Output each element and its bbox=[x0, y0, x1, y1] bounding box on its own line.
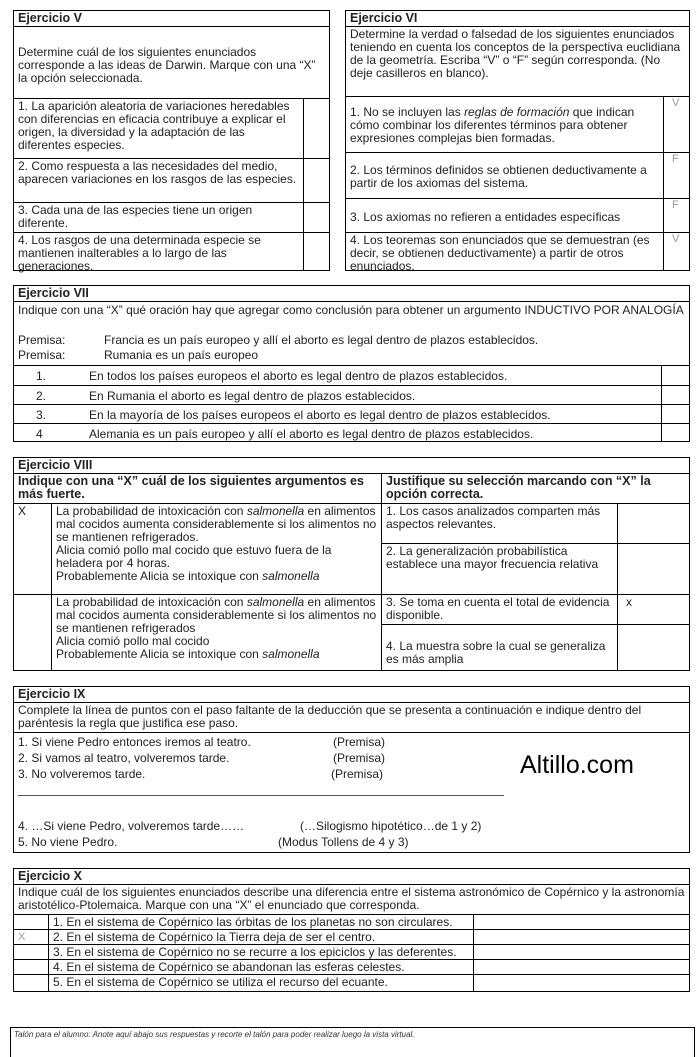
student-stub bbox=[10, 1027, 695, 1057]
exercise-5-intro: Determine cuál de los siguientes enunciados corresponde a las ideas de Darwin. Marque con una “X” la opción seleccionada. bbox=[14, 27, 329, 99]
text-italic: salmonella bbox=[246, 504, 305, 518]
exercise-7-option-1[interactable] bbox=[14, 366, 689, 386]
exercise-6-statement-3-answer[interactable] bbox=[664, 199, 689, 233]
option-text: 1. En el sistema de Copérnico las órbitas de los planetas no son circulares. bbox=[48, 915, 474, 929]
brand-watermark: Altillo.com bbox=[520, 751, 634, 779]
option-number: 2. bbox=[36, 389, 47, 403]
exercise-5-option-1: 1. La aparición aleatoria de variaciones heredables con diferencias en eficacia contribuye a explicar el origen, la diversidad y la adaptación de las diferentes especies. bbox=[14, 99, 304, 159]
exercise-7-premise-1 bbox=[14, 333, 689, 348]
exercise-9 bbox=[13, 686, 690, 853]
argument-1-premise-1 bbox=[56, 505, 377, 544]
reason-1-checkbox[interactable] bbox=[618, 504, 689, 544]
exercise-6-statement-4-answer[interactable] bbox=[664, 233, 689, 270]
step-text: 1. Si viene Pedro entonces iremos al teatro. bbox=[18, 735, 251, 749]
option-checkbox[interactable] bbox=[661, 366, 690, 385]
argument-1-conclusion bbox=[56, 570, 377, 583]
step-text: 2. Si vamos al teatro, volveremos tarde. bbox=[18, 751, 230, 765]
exercise-5-option-2: 2. Como respuesta a las necesidades del medio, aparecen variaciones en los rasgos de las especies. bbox=[14, 159, 304, 203]
option-text: En Rumania el aborto es legal dentro de plazos establecidos. bbox=[89, 389, 416, 403]
deduction-step-3 bbox=[14, 767, 514, 783]
exercise-6 bbox=[345, 10, 690, 271]
text: en alimentos mal cocidos aumenta considerablemente si los alimentos no se mantienen refrigerados bbox=[56, 595, 377, 635]
text-italic: salmonella bbox=[262, 569, 320, 583]
option-checkbox[interactable] bbox=[661, 405, 690, 423]
option-checkbox[interactable] bbox=[661, 386, 690, 404]
exercise-10-title: Ejercicio X bbox=[14, 869, 689, 885]
text: en alimentos mal cocidos aumenta considerablemente si los alimentos no se mantienen refrigerados. bbox=[56, 504, 377, 544]
exercise-8 bbox=[13, 457, 690, 671]
deduction-step-4[interactable] bbox=[14, 819, 574, 835]
argument-2-conclusion bbox=[56, 648, 377, 661]
exercise-5-option-4-checkbox[interactable] bbox=[304, 233, 329, 270]
exercise-8-left-header: Indique con una “X” cuál de los siguientes argumentos es más fuerte. bbox=[14, 474, 382, 504]
exercise-6-statement-1-em: reglas de formación bbox=[464, 105, 570, 119]
option-text: 3. En el sistema de Copérnico no se recurre a los epiciclos y las deferentes. bbox=[48, 945, 474, 959]
premise-label: Premisa: bbox=[18, 348, 66, 362]
exercise-7-option-3[interactable] bbox=[14, 405, 689, 424]
exercise-6-intro: Determine la verdad o falsedad de los siguientes enunciados teniendo en cuenta los conceptos de la perspectiva euclidiana de la geometría. Escriba “V” o “F” según corresponda. (No deje casilleros en blanco). bbox=[346, 27, 689, 97]
option-text: 4. En el sistema de Copérnico se abandonan las esferas celestes. bbox=[48, 960, 474, 974]
argument-2-premise-2: Alicia comió pollo mal cocido bbox=[56, 634, 210, 648]
option-number: 1. bbox=[36, 369, 47, 383]
exercise-6-title: Ejercicio VI bbox=[346, 11, 689, 27]
text: La probabilidad de intoxicación con bbox=[56, 504, 247, 518]
exercise-8-right-header: Justifique su selección marcando con “X” la opción correcta. bbox=[382, 474, 689, 504]
step-justification: (Premisa) bbox=[331, 767, 384, 781]
reason-3: 3. Se toma en cuenta el total de evidencia disponible. bbox=[382, 595, 618, 625]
reason-4-checkbox[interactable] bbox=[618, 625, 689, 670]
reason-1: 1. Los casos analizados comparten más aspectos relevantes. bbox=[382, 504, 618, 544]
step-text: 5. No viene Pedro. bbox=[18, 835, 118, 849]
exercise-6-statement-1 bbox=[346, 97, 664, 153]
option-checkbox[interactable]: X bbox=[18, 931, 26, 943]
exercise-5-title: Ejercicio V bbox=[14, 11, 329, 27]
argument-2-premise-1 bbox=[56, 596, 377, 635]
exercise-6-statement-4: 4. Los teoremas son enunciados que se demuestran (es decir, se obtienen deductivamente) a partir de otros enunciados. bbox=[346, 233, 664, 270]
reason-2: 2. La generalización probabilística establece una mayor frecuencia relativa bbox=[382, 544, 618, 595]
text-italic: salmonella bbox=[246, 595, 305, 609]
exercise-6-statement-2: 2. Los términos definidos se obtienen deductivamente a partir de los axiomas del sistema. bbox=[346, 153, 664, 199]
exercise-9-title: Ejercicio IX bbox=[14, 687, 689, 703]
argument-1 bbox=[52, 504, 382, 595]
exercise-6-answer-1-mark: V bbox=[672, 97, 680, 109]
reason-2-checkbox[interactable] bbox=[618, 544, 689, 595]
exercise-6-statement-3: 3. Los axiomas no refieren a entidades específicas bbox=[346, 199, 664, 233]
step-text: 4. …Si viene Pedro, volveremos tarde…… bbox=[18, 819, 245, 833]
argument-2-checkbox[interactable] bbox=[14, 595, 52, 670]
divider-line bbox=[18, 795, 504, 796]
step-justification: (…Silogismo hipotético…de 1 y 2) bbox=[300, 819, 482, 833]
reason-3-checkbox[interactable]: x bbox=[618, 595, 689, 625]
exercise-5-option-2-checkbox[interactable] bbox=[304, 159, 329, 203]
exercise-5 bbox=[13, 10, 330, 271]
option-text: 5. En el sistema de Copérnico se utiliza el recurso del ecuante. bbox=[48, 975, 474, 991]
option-text: Alemania es un país europeo y allí el aborto es legal dentro de plazos establecidos. bbox=[89, 427, 534, 441]
text: Probablemente Alicia se intoxique con bbox=[56, 647, 263, 661]
premise-text: Rumania es un país europeo bbox=[104, 348, 259, 362]
exercise-5-option-4: 4. Los rasgos de una determinada especie se mantienen inalterables a lo largo de las generaciones. bbox=[14, 233, 304, 270]
exercise-6-statement-1-pre: 1. No se incluyen las bbox=[350, 105, 465, 119]
deduction-step-2 bbox=[14, 751, 514, 767]
step-justification: (Premisa) bbox=[333, 735, 386, 749]
option-text: En la mayoría de los países europeos el aborto es legal dentro de plazos establecidos. bbox=[89, 408, 551, 422]
option-checkbox[interactable] bbox=[661, 424, 690, 442]
text-italic: salmonella bbox=[262, 647, 320, 661]
exercise-7-title: Ejercicio VII bbox=[14, 286, 689, 302]
exercise-7-option-2[interactable] bbox=[14, 386, 689, 405]
exercise-7-intro: Indique con una “X” qué oración hay que agregar como conclusión para obtener un argumento INDUCTIVO POR ANALOGÍA bbox=[18, 303, 684, 317]
exercise-7 bbox=[13, 285, 690, 442]
exercise-6-statement-2-answer[interactable] bbox=[664, 153, 689, 199]
exercise-7-option-4[interactable] bbox=[14, 424, 689, 442]
exercise-10-option-5[interactable] bbox=[14, 975, 689, 991]
exercise-10-option-1[interactable] bbox=[14, 915, 689, 930]
exercise-8-title: Ejercicio VIII bbox=[14, 458, 689, 474]
premise-label: Premisa: bbox=[18, 333, 66, 347]
deduction-step-5 bbox=[14, 835, 574, 851]
deduction-step-1 bbox=[14, 735, 514, 751]
exercise-5-option-1-checkbox[interactable] bbox=[304, 99, 329, 159]
exercise-7-premise-2 bbox=[14, 348, 689, 363]
text: La probabilidad de intoxicación con bbox=[56, 595, 247, 609]
exercise-7-options bbox=[14, 365, 689, 441]
exercise-10-intro: Indique cuál de los siguientes enunciados describe una diferencia entre el sistema astronómico de Copérnico y la astronomía aristotélico-Ptolemaica. Marque con una “X” el enunciado que corresponda. bbox=[14, 885, 689, 915]
exercise-6-statement-1-answer[interactable] bbox=[664, 97, 689, 153]
reason-4: 4. La muestra sobre la cual se generaliza es más amplia bbox=[382, 625, 618, 670]
exercise-6-answer-2-mark: F bbox=[672, 153, 679, 165]
step-justification: (Modus Tollens de 4 y 3) bbox=[278, 835, 409, 849]
exercise-6-answer-3-mark: F bbox=[672, 199, 679, 211]
student-stub-instructions: Talón para el alumno: Anote aquí abajo sus respuestas y recorte el talón para poder realizar luego la vista virtual. bbox=[14, 1030, 415, 1039]
text: Probablemente Alicia se intoxique con bbox=[56, 569, 263, 583]
option-text: 2. En el sistema de Copérnico la Tierra deja de ser el centro. bbox=[48, 930, 474, 944]
exercise-10-option-2[interactable] bbox=[14, 930, 689, 945]
exercise-10 bbox=[13, 868, 690, 992]
exercise-10-option-4[interactable] bbox=[14, 960, 689, 975]
exercise-6-answer-4-mark: V bbox=[672, 233, 680, 245]
exercise-5-option-3: 3. Cada una de las especies tiene un origen diferente. bbox=[14, 203, 304, 233]
option-text: En todos los países europeos el aborto es legal dentro de plazos establecidos. bbox=[89, 369, 508, 383]
step-justification: (Premisa) bbox=[333, 751, 386, 765]
premise-text: Francia es un país europeo y allí el aborto es legal dentro de plazos establecidos. bbox=[104, 333, 539, 347]
argument-1-checkbox[interactable]: X bbox=[14, 504, 52, 595]
exercise-10-option-3[interactable] bbox=[14, 945, 689, 960]
exercise-9-intro: Complete la línea de puntos con el paso faltante de la deducción que se presenta a continuación e indique dentro del paréntesis la regla que justifica ese paso. bbox=[14, 703, 689, 733]
step-text: 3. No volveremos tarde. bbox=[18, 767, 146, 781]
exercise-5-option-3-checkbox[interactable] bbox=[304, 203, 329, 233]
option-number: 4 bbox=[36, 427, 43, 441]
argument-1-premise-2: Alicia comió pollo mal cocido que estuvo fuera de la heladera por 4 horas. bbox=[56, 543, 332, 570]
argument-2 bbox=[52, 595, 382, 670]
exercise-6-statement-1-post: que indican cómo combinar los diferentes términos para obtener expresiones complejas bien formadas. bbox=[350, 105, 635, 145]
option-number: 3. bbox=[36, 408, 47, 422]
